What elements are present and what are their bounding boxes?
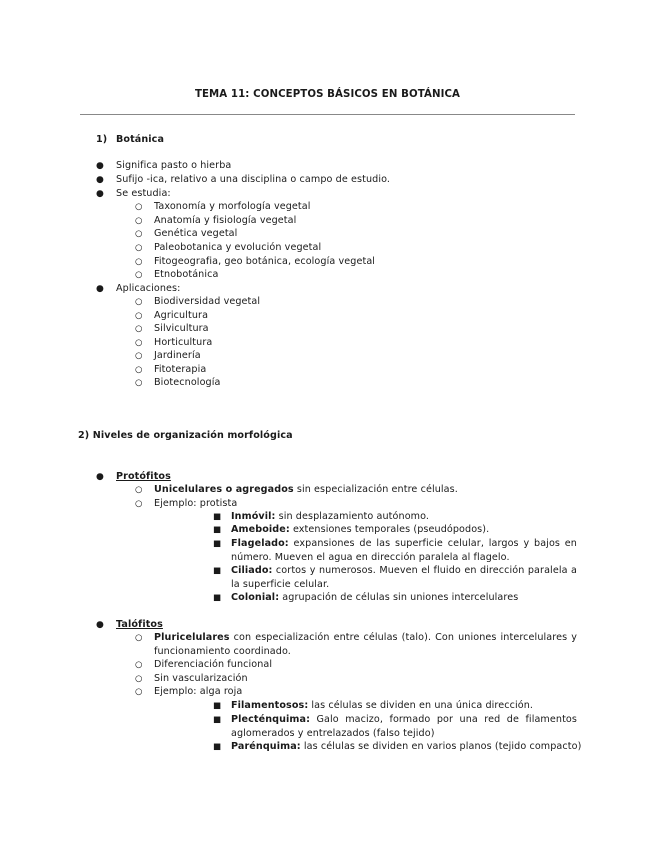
circle-bullet-icon: ○ (135, 243, 143, 253)
term-description: expansiones de las superficie celular, largos y bajos en número. Mueven el agua en dirección paralela al flagelo. (231, 538, 577, 563)
term-pluricelulares: Pluricelulares (154, 632, 230, 643)
square-bullet-icon: ■ (213, 701, 222, 711)
list-item: Anatomía y fisiología vegetal (154, 215, 297, 226)
list-item: Sufijo -ica, relativo a una disciplina o campo de estudio. (116, 174, 391, 185)
section-1-heading: Botánica (116, 134, 165, 145)
list-item: Aplicaciones: (116, 283, 181, 294)
circle-bullet-icon: ○ (135, 270, 143, 280)
term-unicelulares: Unicelulares o agregados (154, 484, 294, 495)
circle-bullet-icon: ○ (135, 311, 143, 321)
page-title: TEMA 11: CONCEPTOS BÁSICOS EN BOTÁNICA (194, 89, 461, 100)
square-bullet-icon: ■ (213, 539, 222, 549)
term-description: agrupación de células sin uniones intercelulares (279, 592, 519, 603)
term-label: Plecténquima: (231, 714, 311, 725)
list-item (231, 511, 429, 522)
term-label: Filamentosos: (231, 700, 309, 711)
bullet-icon: ● (96, 472, 104, 482)
circle-bullet-icon: ○ (135, 674, 143, 684)
term-label: Flagelado: (231, 538, 289, 549)
square-bullet-icon: ■ (213, 593, 222, 603)
section-2-heading: 2) Niveles de organización morfológica (78, 430, 293, 441)
title-divider (80, 114, 575, 115)
section-1-number: 1) (96, 134, 108, 145)
square-bullet-icon: ■ (213, 566, 222, 576)
list-item (231, 524, 489, 535)
circle-bullet-icon: ○ (135, 351, 143, 361)
list-item: Fitogeografia, geo botánica, ecología vegetal (154, 256, 376, 267)
circle-bullet-icon: ○ (135, 324, 143, 334)
circle-bullet-icon: ○ (135, 257, 143, 267)
list-item: Etnobotánica (154, 269, 219, 280)
list-item: Jardinería (154, 350, 201, 361)
term-label: Ciliado: (231, 565, 273, 576)
circle-bullet-icon: ○ (135, 229, 143, 239)
list-item: Taxonomía y morfología vegetal (154, 201, 311, 212)
circle-bullet-icon: ○ (135, 633, 143, 643)
term-description: cortos y numerosos. Mueven el fluido en dirección paralela a la superficie celular. (231, 565, 577, 590)
list-item: Diferenciación funcional (154, 659, 273, 670)
bullet-icon: ● (96, 284, 104, 294)
circle-bullet-icon: ○ (135, 338, 143, 348)
term-description: sin desplazamiento autónomo. (275, 511, 430, 522)
list-item (154, 484, 458, 495)
square-bullet-icon: ■ (213, 742, 222, 752)
square-bullet-icon: ■ (213, 525, 222, 535)
list-item (231, 537, 577, 564)
list-item: Paleobotanica y evolución vegetal (154, 242, 322, 253)
term-description: las células se dividen en una única dirección. (308, 700, 534, 711)
term-label: Ameboide: (231, 524, 290, 535)
circle-bullet-icon: ○ (135, 202, 143, 212)
circle-bullet-icon: ○ (135, 485, 143, 495)
list-item (154, 631, 577, 658)
list-item: Significa pasto o hierba (116, 160, 232, 171)
protofitos-label: Protófitos (116, 471, 171, 482)
list-item: Genética vegetal (154, 228, 238, 239)
list-item (231, 564, 577, 591)
list-item: Biotecnología (154, 377, 221, 388)
circle-bullet-icon: ○ (135, 687, 143, 697)
bullet-icon: ● (96, 161, 104, 171)
square-bullet-icon: ■ (213, 512, 222, 522)
circle-bullet-icon: ○ (135, 378, 143, 388)
term-description: las células se dividen en varios planos (tejido compacto) (300, 741, 582, 752)
talofitos-label: Talófitos (116, 619, 163, 630)
square-bullet-icon: ■ (213, 715, 222, 725)
list-item: Horticultura (154, 337, 213, 348)
term-description: con especialización entre células (talo). Con uniones intercelulares y funcionamiento coordinado. (154, 632, 577, 657)
list-item: Ejemplo: alga roja (154, 686, 243, 697)
list-item: Agricultura (154, 310, 209, 321)
circle-bullet-icon: ○ (135, 216, 143, 226)
circle-bullet-icon: ○ (135, 297, 143, 307)
bullet-icon: ● (96, 620, 104, 630)
list-item: Fitoterapia (154, 364, 207, 375)
term-description: extensiones temporales (pseudópodos). (289, 524, 490, 535)
circle-bullet-icon: ○ (135, 660, 143, 670)
list-item (231, 713, 577, 740)
list-item (231, 700, 533, 711)
term-label: Parénquima: (231, 741, 301, 752)
circle-bullet-icon: ○ (135, 499, 143, 509)
list-item (231, 592, 518, 603)
list-item: Silvicultura (154, 323, 209, 334)
list-item: Se estudia: (116, 188, 171, 199)
bullet-icon: ● (96, 175, 104, 185)
list-item (231, 741, 581, 752)
bullet-icon: ● (96, 189, 104, 199)
circle-bullet-icon: ○ (135, 365, 143, 375)
list-item: Ejemplo: protista (154, 498, 238, 509)
term-description: Galo macizo, formado por una red de filamentos aglomerados y entrelazados (falso tejido) (231, 714, 577, 739)
list-item: Sin vascularización (154, 673, 248, 684)
term-label: Inmóvil: (231, 511, 276, 522)
term-description: sin especialización entre células. (293, 484, 458, 495)
term-label: Colonial: (231, 592, 280, 603)
list-item: Biodiversidad vegetal (154, 296, 261, 307)
